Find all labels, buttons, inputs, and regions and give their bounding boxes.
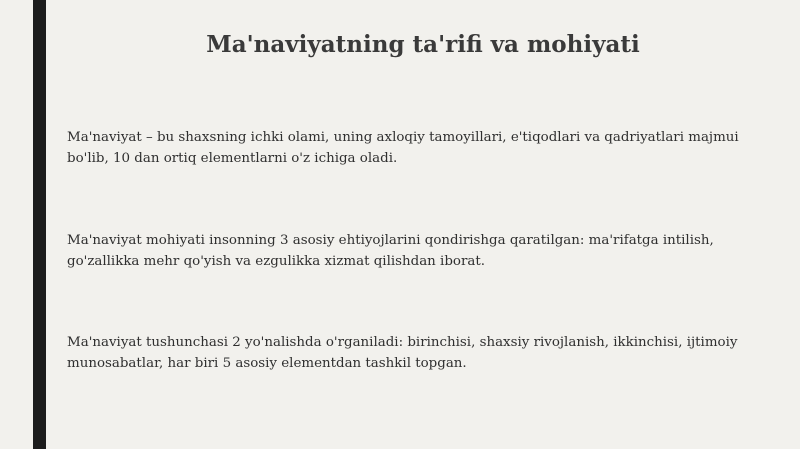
- left-accent-bar: [33, 0, 46, 449]
- paragraph-essence: Ma'naviyat mohiyati insonning 3 asosiy ehtiyojlarini qondirishga qaratilgan: ma'rifatga intilish, go'zallikka mehr qo'yish va ezgulikka xizmat qilishdan iborat.: [67, 233, 714, 269]
- paragraph-definition: Ma'naviyat – bu shaxsning ichki olami, uning axloqiy tamoyillari, e'tiqodlari va qadriyatlari majmui bo'lib, 10 dan ortiq elementlarni o'z ichiga oladi.: [67, 130, 739, 166]
- slide-title: Ma'naviyatning ta'rifi va mohiyati: [206, 31, 640, 58]
- paragraph-directions: Ma'naviyat tushunchasi 2 yo'nalishda o'rganiladi: birinchisi, shaxsiy rivojlanish, ikkinchisi, ijtimoiy munosabatlar, har biri 5 asosiy elementdan tashkil topgan.: [67, 335, 738, 371]
